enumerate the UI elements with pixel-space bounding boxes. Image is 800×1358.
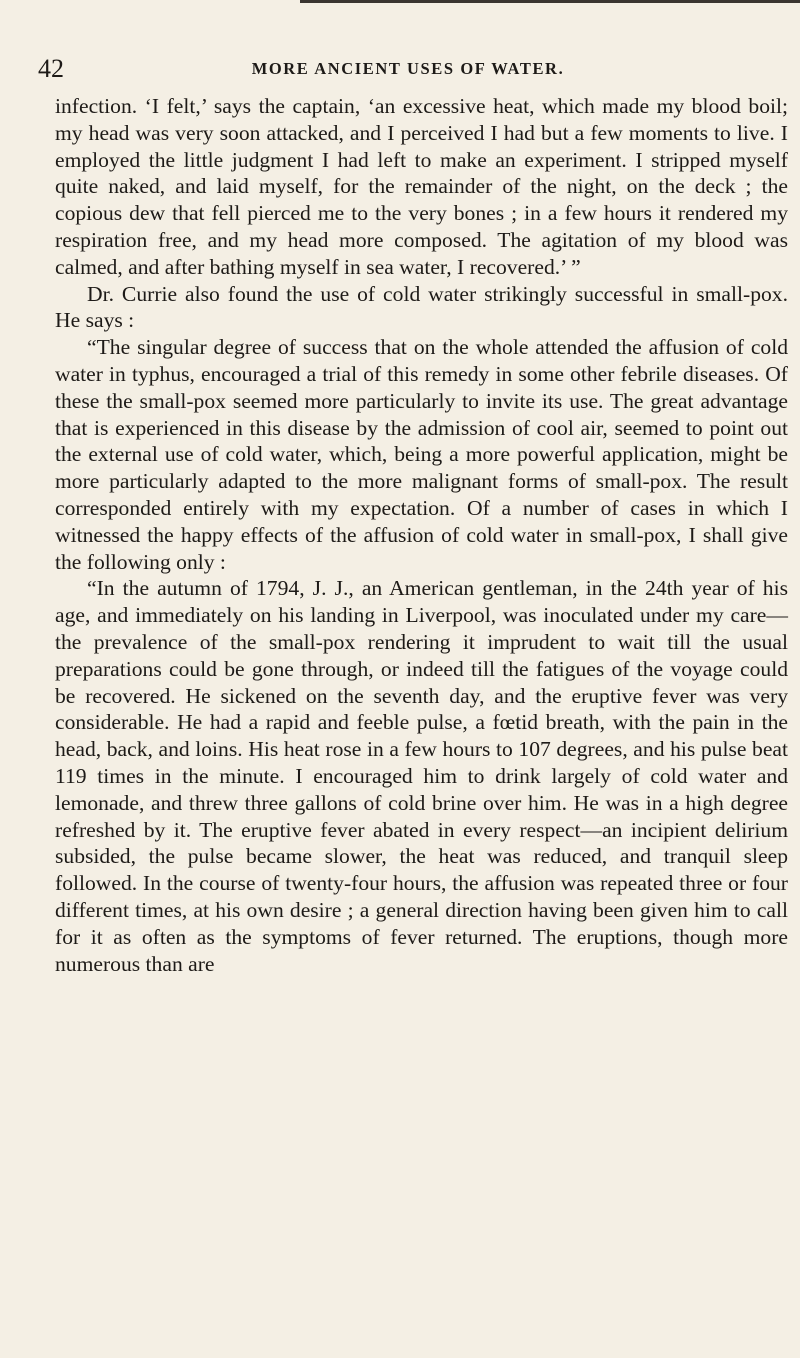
- page-header: [38, 52, 778, 86]
- body-text: [55, 93, 788, 977]
- paragraph-quote-smallpox: “The singular degree of success that on the whole attended the affusion of cold water in typhus, encouraged a trial of this remedy in some other febrile diseases. Of these the small-pox seemed more particularly to invite its use. The great advantage that is experienced in this disease by the admission of cool air, seemed to point out the external use of cold water, which, being a more powerful application, might be more particularly adapted to the more malignant forms of small-pox. The result corresponded entirely with my expectation. Of a number of cases in which I witnessed the happy effects of the affusion of cold water in small-pox, I shall give the following only :: [55, 335, 788, 574]
- paragraph-currie-intro: Dr. Currie also found the use of cold water strikingly successful in small-pox. He says :: [55, 281, 788, 333]
- paragraph-continued: infection. ‘I felt,’ says the captain, ‘an excessive heat, which made my blood boil; my head was very soon attacked, and I perceived I had but a few moments to live. I employed the little judgment I had left to make an experiment. I stripped myself quite naked, and laid myself, for the remainder of the night, on the deck ; the copious dew that fell pierced me to the very bones ; in a few hours it rendered my respiration free, and my head more composed. The agitation of my blood was calmed, and after bathing myself in sea water, I recovered.’ ”: [55, 94, 788, 279]
- page-number: 42: [38, 54, 64, 83]
- page-top-edge-rule: [300, 0, 800, 3]
- running-head: MORE ANCIENT USES OF WATER.: [251, 59, 565, 78]
- paragraph-case-report: “In the autumn of 1794, J. J., an American gentleman, in the 24th year of his age, and immediately on his landing in Liverpool, was inoculated under my care—the prevalence of the small-pox rendering it imprudent to wait till the usual preparations could be gone through, or indeed till the fatigues of the voyage could be recovered. He sickened on the seventh day, and the eruptive fever was very considerable. He had a rapid and feeble pulse, a fœtid breath, with the pain in the head, back, and loins. His heat rose in a few hours to 107 degrees, and his pulse beat 119 times in the minute. I encouraged him to drink largely of cold water and lemonade, and threw three gallons of cold brine over him. He was in a high degree refreshed by it. The eruptive fever abated in every respect—an incipient delirium subsided, the pulse became slower, the heat was reduced, and tranquil sleep followed. In the course of twenty-four hours, the affusion was repeated three or four different times, at his own desire ; a general direction having been given him to call for it as often as the symptoms of fever returned. The eruptions, though more numerous than are: [55, 576, 788, 976]
